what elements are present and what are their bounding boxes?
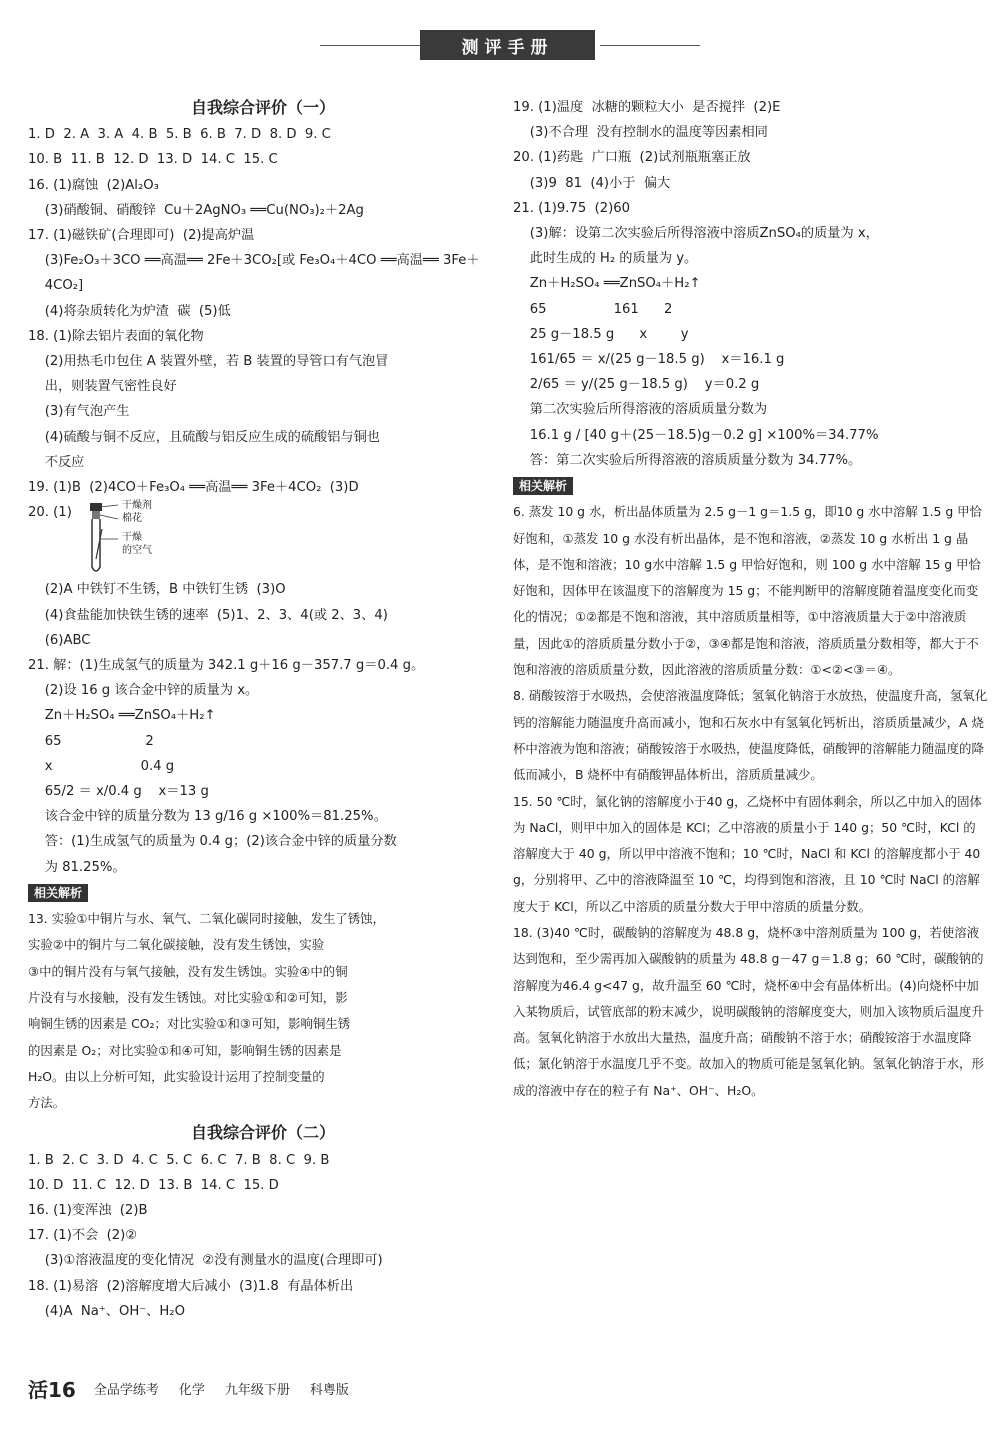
text-line: 25 g－18.5 g x y xyxy=(513,326,689,342)
text-line: (3)①溶液温度的变化情况 ②没有测量水的温度(合理即可) xyxy=(28,1253,383,1269)
text-line: 17. (1)磁铁矿(合理即可) (2)提高炉温 xyxy=(28,228,255,244)
text-line: 的因素是 O₂；对比实验①和④可知，影响铜生锈的因素是 xyxy=(28,1042,342,1058)
text-line: 片没有与水接触，没有发生锈蚀。对比实验①和②可知，影 xyxy=(28,989,348,1005)
answers-block-2 xyxy=(28,577,498,879)
section-title-2: 自我综合评价（二） xyxy=(190,1123,335,1143)
right-column xyxy=(513,95,988,1104)
text-line: (4)将杂质转化为炉渣 碳 (5)低 xyxy=(28,303,231,319)
text-line: (4)硫酸与铜不反应，且硫酸与铝反应生成的硫酸铝与铜也 xyxy=(28,429,380,445)
text-line: 实验②中的铜片与二氧化碳接触，没有发生锈蚀，实验 xyxy=(28,937,325,953)
header-title: 测评手册 xyxy=(420,30,595,60)
text-line: (2)设 16 g 该合金中锌的质量为 x。 xyxy=(28,683,259,699)
text-line: (2)用热毛巾包住 A 装置外壁，若 B 装置的导管口有气泡冒 xyxy=(28,354,389,370)
text-line: 16.1 g / [40 g＋(25－18.5)g－0.2 g] ×100%＝34.77% xyxy=(513,427,879,443)
text-line: 19. (1)温度 冰糖的颗粒大小 是否搅拌 (2)E xyxy=(513,100,781,115)
text-line: 为 81.25%。 xyxy=(28,859,126,875)
answers-block-1 xyxy=(28,122,498,525)
text-line: 4CO₂] xyxy=(28,278,84,294)
text-line: 2/65 ＝ y/(25 g－18.5 g) y＝0.2 g xyxy=(513,377,760,393)
text-line: 8. 硝酸铵溶于水吸热，会使溶液温度降低；氢氧化钠溶于水放热，使温度升高，氢氧化钙的溶解能力随温度升高而减小，饱和石灰水中有氢氧化钙析出，溶质质量减少，A 烧杯中溶液为饱和溶液；硝酸铵溶于水吸热，使温度降低，硝酸钾的溶解能力随温度的降低而减小，B 烧杯中有硝酸钾晶体析出，溶质质量减少。 xyxy=(513,688,988,783)
text-line: (3)不合理 没有控制水的温度等因素相同 xyxy=(513,125,768,141)
header-rule-left xyxy=(320,45,420,46)
grade: 九年级下册 xyxy=(224,1382,290,1398)
text-line: (3)硝酸铜、硝酸锌 Cu＋2AgNO₃ ══Cu(NO₃)₂＋2Ag xyxy=(28,202,364,218)
text-line: 16. (1)腐蚀 (2)Al₂O₃ xyxy=(28,177,159,193)
text-line: (3)有气泡产生 xyxy=(28,404,130,420)
text-line: 出，则装置气密性良好 xyxy=(28,379,177,395)
left-column xyxy=(28,95,498,1324)
answers-block-right xyxy=(513,95,988,473)
text-line: 21. 解：(1)生成氢气的质量为 342.1 g＋16 g－357.7 g＝0.4 g。 xyxy=(28,658,425,674)
text-line: 该合金中锌的质量分数为 13 g/16 g ×100%＝81.25%。 xyxy=(28,809,387,825)
analysis-tag: 相关解析 xyxy=(513,477,573,495)
page-footer xyxy=(28,1374,988,1402)
text-line: 161/65 ＝ x/(25 g－18.5 g) x＝16.1 g xyxy=(513,352,785,368)
text-line: Zn＋H₂SO₄ ══ZnSO₄＋H₂↑ xyxy=(513,276,701,292)
text-line: 10. D 11. C 12. D 13. B 14. C 15. D xyxy=(28,1177,279,1193)
text-line: 21. (1)9.75 (2)60 xyxy=(513,200,631,216)
text-line: 18. (1)易溶 (2)溶解度增大后减小 (3)1.8 有晶体析出 xyxy=(28,1278,354,1294)
text-line: 20. (1) xyxy=(28,505,72,521)
text-line: 15. 50 ℃时，氯化钠的溶解度小于40 g，乙烧杯中有固体剩余，所以乙中加入的固体为 NaCl，则甲中加入的固体是 KCl；乙中溶液的质量小于 140 g；50 ℃时，KCl 的溶解度大于 40 g，所以甲中溶液不饱和；10 ℃时，NaCl 和 KCl 的溶解度都小于 40 g，分别将甲、乙中的溶液降温至 10 ℃，均得到饱和溶液，且 10 ℃时 NaCl 的溶解度大于 KCl，所以乙中溶质的质量分数大于甲中溶质的质量分数。 xyxy=(513,793,982,914)
apparatus-label: 棉花 xyxy=(122,513,142,525)
text-line: 65 2 xyxy=(28,733,154,749)
text-line: 1. B 2. C 3. D 4. C 5. C 6. C 7. B 8. C 9. B xyxy=(28,1152,330,1168)
text-line: 第二次实验后所得溶液的溶质质量分数为 xyxy=(513,402,768,418)
edition: 科粤版 xyxy=(309,1382,349,1398)
text-line: (4)A Na⁺、OH⁻、H₂O xyxy=(28,1303,185,1319)
text-line: 20. (1)药匙 广口瓶 (2)试剂瓶瓶塞正放 xyxy=(513,150,751,166)
text-line: 此时生成的 H₂ 的质量为 y。 xyxy=(513,251,698,267)
book-name: 全品学练考 xyxy=(93,1382,159,1398)
analysis-block-2 xyxy=(513,499,988,1104)
text-line: 1. D 2. A 3. A 4. B 5. B 6. B 7. D 8. D 9. C xyxy=(28,127,331,143)
apparatus-label: 的空气 xyxy=(122,545,152,557)
text-line: 6. 蒸发 10 g 水，析出晶体质量为 2.5 g－1 g＝1.5 g，即10 g 水中溶解 1.5 g 甲恰好饱和，①蒸发 10 g 水没有析出晶体，是不饱和溶液，②蒸发 10 g 水析出 1 g 晶体，是不饱和溶液；10 g水中溶解 1.5 g 甲恰好饱和，则 100 g 水中溶解 15 g 甲恰好饱和，因体甲在该温度下的溶解度为 15 g；不能判断甲的溶解度随着温度变化而变化的情况；①②都是不饱和溶液，其中溶质质量相等，①中溶液质量大于②中溶液质量，因此①的溶质质量分数小于②，③④都是饱和溶液，溶质质量分数相等，都大于不饱和溶液的溶质质量分数，因此溶液的溶质质量分数：①<②<③＝④。 xyxy=(513,504,982,678)
text-line: 17. (1)不会 (2)② xyxy=(28,1228,138,1244)
text-line: 答：第二次实验后所得溶液的溶质质量分数为 34.77%。 xyxy=(513,452,862,468)
apparatus-figure xyxy=(88,499,498,577)
analysis-block-1 xyxy=(28,906,498,1116)
page-number: 活16 xyxy=(28,1377,76,1402)
text-line: (3)Fe₂O₃＋3CO ══高温══ 2Fe＋3CO₂[或 Fe₃O₄＋4CO ══高温══ 3Fe＋ xyxy=(28,253,480,269)
apparatus-label: 干燥剂 xyxy=(122,500,152,512)
text-line: Zn＋H₂SO₄ ══ZnSO₄＋H₂↑ xyxy=(28,708,216,724)
text-line: (3)9 81 (4)小于 偏大 xyxy=(513,175,671,191)
text-line: 响铜生锈的因素是 CO₂；对比实验①和③可知，影响铜生锈 xyxy=(28,1016,351,1032)
header-banner xyxy=(320,30,700,60)
answers-block-3 xyxy=(28,1148,498,1324)
text-line: ③中的铜片没有与氧气接触，没有发生锈蚀。实验④中的铜 xyxy=(28,963,348,979)
text-line: 不反应 xyxy=(28,454,85,470)
text-line: (6)ABC xyxy=(28,632,91,648)
text-line: (3)解：设第二次实验后所得溶液中溶质ZnSO₄的质量为 x， xyxy=(513,226,879,242)
header-rule-right xyxy=(600,45,700,46)
text-line: 65 161 2 xyxy=(513,301,673,317)
text-line: 18. (3)40 ℃时，碳酸钠的溶解度为 48.8 g，烧杯③中溶剂质量为 100 g，若使溶液达到饱和，至少需再加入碳酸钠的质量为 48.8 g－47 g＝1.8 g；60 ℃时，碳酸钠的溶解度为46.4 g<47 g，故升温至 60 ℃时，烧杯④中会有晶体析出。(4)向烧杯中加入某物质后，试管底部的粉末减少，说明碳酸钠的溶解度变大，则加入该物质后温度升高。氢氧化钠溶于水放出大量热，温度升高；硝酸钠不溶于水；硝酸铵溶于水温度降低；氯化钠溶于水温度几乎不变。故加入的物质可能是氢氧化钠。氢氧化钠溶于水，形成的溶液中存在的粒子有 Na⁺、OH⁻、H₂O。 xyxy=(513,925,984,1098)
text-line: x 0.4 g xyxy=(28,758,175,774)
text-line: H₂O。由以上分析可知，此实验设计运用了控制变量的 xyxy=(28,1068,325,1084)
text-line: 10. B 11. B 12. D 13. D 14. C 15. C xyxy=(28,152,278,168)
text-line: 答：(1)生成氢气的质量为 0.4 g；(2)该合金中锌的质量分数 xyxy=(28,834,397,850)
text-line: 13. 实验①中铜片与水、氧气、二氧化碳同时接触，发生了锈蚀， xyxy=(28,911,385,927)
apparatus-label: 干燥 xyxy=(122,532,142,544)
text-line: 16. (1)变浑浊 (2)B xyxy=(28,1203,148,1219)
text-line: 18. (1)除去铝片表面的氧化物 xyxy=(28,328,204,344)
text-line: 方法。 xyxy=(28,1095,66,1111)
text-line: 19. (1)B (2)4CO＋Fe₃O₄ ══高温══ 3Fe＋4CO₂ (3)D xyxy=(28,480,359,496)
analysis-tag: 相关解析 xyxy=(28,884,88,902)
subject: 化学 xyxy=(178,1382,205,1398)
text-line: 65/2 ＝ x/0.4 g x＝13 g xyxy=(28,784,209,800)
section-title-1: 自我综合评价（一） xyxy=(190,98,335,117)
text-line: (4)食盐能加快铁生锈的速率 (5)1、2、3、4(或 2、3、4) xyxy=(28,607,388,623)
text-line: (2)A 中铁钉不生锈，B 中铁钉生锈 (3)O xyxy=(28,582,286,598)
